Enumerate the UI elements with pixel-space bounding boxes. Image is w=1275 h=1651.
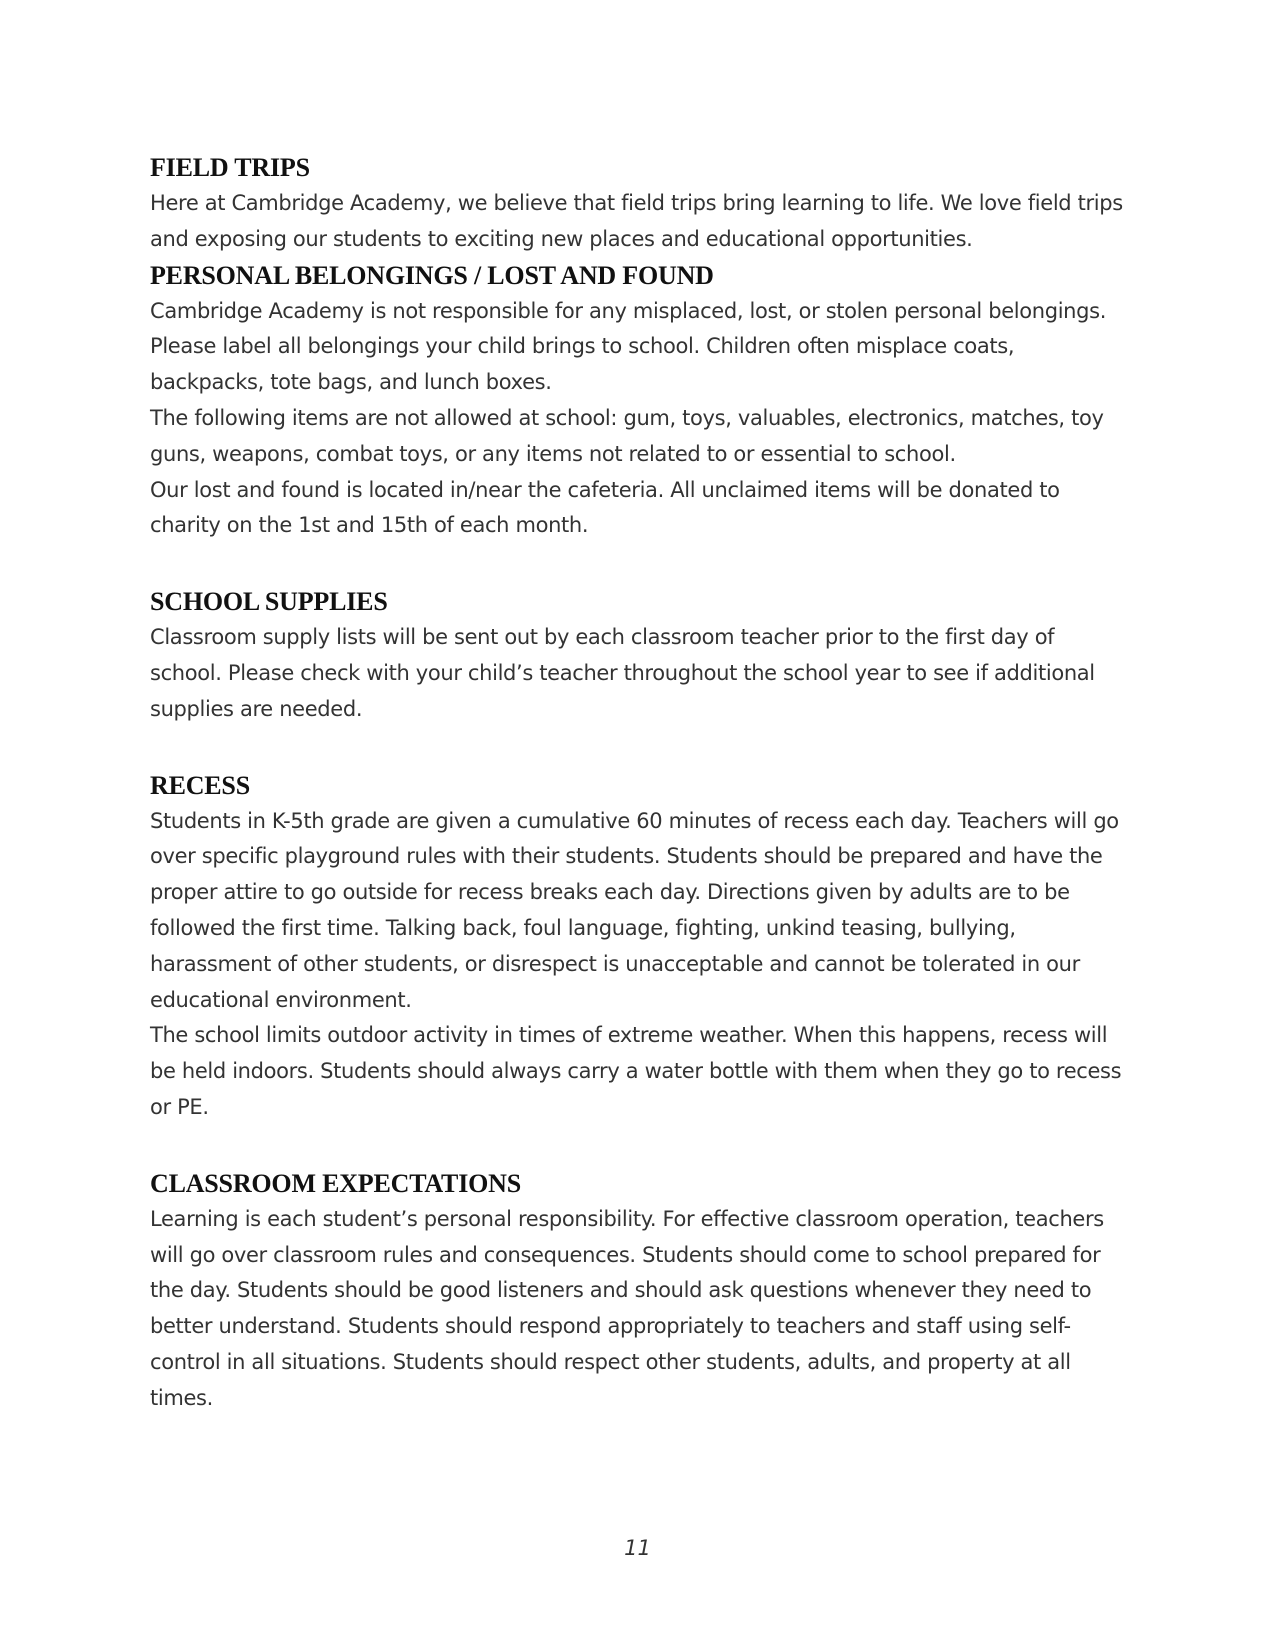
section-paragraph: The following items are not allowed at school: gum, toys, valuables, electronics, matches, toy guns, weapons, combat toys, or any items not related to or essential to school. [150, 405, 1104, 466]
section-heading-classroom-expectations: CLASSROOM EXPECTATIONS [150, 1168, 521, 1198]
section-heading-school-supplies: SCHOOL SUPPLIES [150, 587, 388, 617]
page-content [150, 150, 1130, 1417]
section-paragraph: Classroom supply lists will be sent out by each classroom teacher prior to the first day of school. Please check with your child’s teacher throughout the school year to see if additional supplies are needed. [150, 625, 1095, 721]
section-paragraph: Here at Cambridge Academy, we believe that field trips bring learning to life. We love field trips and exposing our students to exciting new places and educational opportunities. [150, 191, 1123, 251]
section-paragraph: The school limits outdoor activity in times of extreme weather. When this happens, recess will be held indoors. Students should always carry a water bottle with them when they go to recess or PE. [150, 1023, 1122, 1119]
section-heading-recess: RECESS [150, 770, 250, 800]
section-paragraph: Cambridge Academy is not responsible for any misplaced, lost, or stolen personal belongings. Please label all belongings your child brings to school. Children often misplace coats, backpacks, tote bags, and lunch boxes. [150, 298, 1107, 395]
section-spacer [150, 544, 1130, 584]
section-spacer [150, 1126, 1130, 1166]
section-paragraph: Learning is each student’s personal responsibility. For effective classroom operation, teachers will go over classroom rules and consequences. Students should come to school prepared for the day. Students should be good listeners and should ask questions whenever they need to better understand. Students should respond appropriately to teachers and staff using self-control in all situations. Students should respect other students, adults, and property at all times. [150, 1206, 1104, 1410]
section-paragraph: Our lost and found is located in/near the cafeteria. All unclaimed items will be donated to charity on the 1st and 15th of each month. [150, 477, 1060, 538]
page-number: 11 [624, 1536, 651, 1560]
section-spacer [150, 728, 1130, 768]
section-paragraph: Students in K-5th grade are given a cumulative 60 minutes of recess each day. Teachers will go over specific playground rules with their students. Students should be prepared and have the proper attire to go outside for recess breaks each day. Directions given by adults are to be followed the first time. Talking back, foul language, fighting, unkind teasing, bullying, harassment of other students, or disrespect is unacceptable and cannot be tolerated in our educational environment. [150, 808, 1119, 1012]
section-heading-personal-belongings: PERSONAL BELONGINGS / LOST AND FOUND [150, 260, 714, 290]
section-heading-field-trips: FIELD TRIPS [150, 153, 310, 182]
